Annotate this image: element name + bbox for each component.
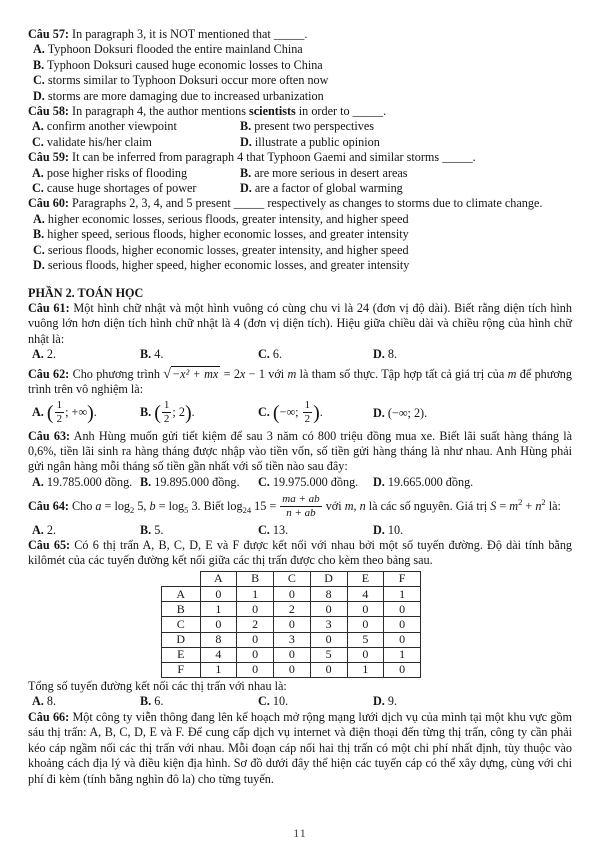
log-word: log <box>227 499 243 514</box>
table-cell: 0 <box>384 662 421 677</box>
fraction <box>55 399 65 425</box>
table-cell: 3 <box>274 632 311 647</box>
table-header-cell: C <box>274 571 311 586</box>
option-row: B. are more serious in desert areas <box>240 165 408 180</box>
option-letter: A. <box>33 42 45 57</box>
fraction <box>280 493 321 519</box>
right-paren: ) <box>184 402 192 425</box>
option-text: storms similar to Typhoon Doksuri occur more often now <box>47 73 329 88</box>
fraction-numerator: 1 <box>304 399 311 412</box>
table-cell: 0 <box>237 602 274 617</box>
question-58 <box>28 104 572 119</box>
log-base: 2 <box>130 505 135 516</box>
table-cell: 8 <box>200 632 237 647</box>
option-text: storms are more damaging due to increased urbanization <box>47 88 324 103</box>
option-text: Typhoon Doksuri caused huge economic losses to China <box>47 57 323 72</box>
table-row-label: E <box>162 647 201 662</box>
variable-n: n <box>359 499 366 514</box>
option-row: C. cause huge shortages of power <box>32 181 197 196</box>
option-row: B. 6. <box>140 694 164 709</box>
table-cell: 3 <box>310 617 347 632</box>
table-header-cell: B <box>237 571 274 586</box>
table-row-label: D <box>162 632 201 647</box>
page-number: 11 <box>293 825 307 840</box>
option-letter: C. <box>33 73 45 88</box>
option-row <box>28 89 572 104</box>
table-cell: 1 <box>237 586 274 601</box>
table-cell: 1 <box>200 662 237 677</box>
log-base: 24 <box>242 505 252 516</box>
question-label: Câu 59: <box>28 150 69 165</box>
variable-m: m <box>287 366 297 381</box>
question-label: Câu 66: <box>28 709 70 724</box>
log-base: 5 <box>184 505 189 516</box>
left-paren: ( <box>154 402 161 425</box>
question-61 <box>28 301 572 347</box>
option-row: B. ( $\frac{1}{2}$ ; 2). <box>140 399 195 425</box>
table-header-cell: D <box>310 571 347 586</box>
option-row: C. 6. <box>258 347 283 362</box>
options-four-col <box>28 475 572 490</box>
question-66 <box>28 710 572 787</box>
option-row <box>28 58 572 73</box>
table-cell: 0 <box>237 647 274 662</box>
table-cell: 0 <box>237 662 274 677</box>
table-cell: 8 <box>310 586 347 601</box>
question-intro: Paragraphs 2, 3, 4, and 5 present _____ respectively as changes to storms due to climate change. <box>72 196 543 211</box>
option-row: D. 9. <box>373 694 398 709</box>
table-cell: 1 <box>347 662 384 677</box>
table-cell: 0 <box>310 662 347 677</box>
table-cell: 1 <box>384 647 421 662</box>
option-row <box>28 42 572 57</box>
option-row: B. higher speed, serious floods, higher economic losses, and greater intensity <box>33 227 409 242</box>
table-header-cell <box>162 571 201 586</box>
option-row: A. higher economic losses, serious floods, greater intensity, and higher speed <box>33 211 409 226</box>
table-cell: 0 <box>384 602 421 617</box>
table-question: Tổng số tuyến đường kết nối các thị trấn với nhau là: <box>28 679 287 694</box>
option-row: A. ( $\frac{1}{2}$ ; +∞). <box>32 399 97 425</box>
table-cell: 0 <box>274 662 311 677</box>
option-text: Typhoon Doksuri flooded the entire mainland China <box>47 42 303 57</box>
options-two-col <box>28 119 572 150</box>
table-header-cell: E <box>347 571 384 586</box>
option-row: B. present two perspectives <box>240 119 375 134</box>
fraction-denominator: 2 <box>56 412 63 425</box>
option-row: C. 10. <box>258 694 289 709</box>
fraction-denominator: n + ab <box>286 506 316 519</box>
option-letter: D. <box>33 88 45 103</box>
table-cell: 0 <box>200 586 237 601</box>
question-label: Câu 62: <box>28 366 70 381</box>
table-cell: 0 <box>310 632 347 647</box>
question-label: Câu 63: <box>28 428 71 443</box>
variable-m: m <box>507 366 517 381</box>
table-cell: 1 <box>384 586 421 601</box>
table-cell: 0 <box>384 632 421 647</box>
option-row: C. (−∞; $\frac{1}{2}$ ). <box>258 399 323 425</box>
options-four-col <box>28 347 572 362</box>
question-intro: In paragraph 4, the author mentions scientists in order to _____. <box>72 104 387 119</box>
table-row-label: C <box>162 617 201 632</box>
variable-b: b <box>149 499 156 514</box>
option-row <box>28 73 572 88</box>
exponent: 2 <box>518 497 523 508</box>
table-cell: 0 <box>347 617 384 632</box>
fraction-numerator: ma + ab <box>282 493 320 506</box>
question-intro: It can be inferred from paragraph 4 that Typhoon Gaemi and similar storms _____. <box>72 150 476 165</box>
options-four-col <box>28 523 572 538</box>
table-cell: 1 <box>200 602 237 617</box>
radicand: −x² + mx <box>171 366 219 381</box>
variable-x: x <box>239 366 246 381</box>
fraction-denominator: 2 <box>163 412 170 425</box>
table-cell: 2 <box>274 602 311 617</box>
question-intro: In paragraph 3, it is NOT mentioned that _____. <box>72 27 308 41</box>
question-59 <box>28 150 572 165</box>
question-label: Câu 58: <box>28 104 69 119</box>
option-row: D. serious floods, higher speed, higher economic losses, and greater intensity <box>33 258 410 273</box>
variable-n: n <box>535 499 542 514</box>
table-row-label: F <box>162 662 201 677</box>
options-four-col <box>28 400 572 426</box>
question-62: Câu 62: Cho phương trình √−x² + mx = 2x − 1 với m là tham số thực. Tập hợp tất cả giá trị của m để phương trình trên vô nghiệm là: <box>28 366 572 396</box>
option-row: A. 8. <box>32 694 57 709</box>
variable-a: a <box>95 499 102 514</box>
option-row: A. pose higher risks of flooding <box>32 165 188 180</box>
option-row: B. 19.895.000 đồng. <box>140 474 240 489</box>
option-row: D. 19.665.000 đồng. <box>373 474 474 489</box>
option-row: C. validate his/her claim <box>32 134 152 149</box>
radical-sign: √ <box>163 366 171 382</box>
option-row: B. 4. <box>140 347 164 362</box>
right-paren: ) <box>87 402 94 425</box>
fraction-numerator: 1 <box>56 399 63 412</box>
fraction <box>303 399 313 425</box>
option-row: D. (−∞; 2). <box>373 405 428 420</box>
question-57 <box>28 27 572 42</box>
table-header-cell: A <box>200 571 237 586</box>
fraction-denominator: 2 <box>304 412 311 425</box>
option-row: B. 5. <box>140 522 164 537</box>
option-row: D. are a factor of global warming <box>240 181 403 196</box>
question-text: Một hình chữ nhật và một hình vuông có cùng chu vi là 24 (đơn vị độ dài). Biết rằng diện tích hình vuông lớn hơn diện tích hình chữ nhật là 4 (đơn vị diện tích). Hiệu giữa chiều dài và chiều rộng của hình chữ nhật là: <box>28 300 572 346</box>
right-paren: ) <box>313 402 320 425</box>
question-64: Câu 64: Cho $a = \log_2 5$, $b = \log_5 3$. Biết $\log_{24} 15$ = $\frac{ma + ab}{n + ab}$ với m, n là các số nguyên. Giá trị $S = m^2 + n^2$ là: <box>28 493 561 519</box>
table-cell: 0 <box>274 647 311 662</box>
table-cell: 0 <box>347 647 384 662</box>
question-text: Có 6 thị trấn A, B, C, D, E và F được kết nối với nhau bởi một số tuyến đường. Độ dài tính bằng kilômét của các tuyến đường kết nối giữa các thị trấn được cho kèm theo bảng sau. <box>28 537 573 568</box>
question-label: Câu 65: <box>28 537 71 552</box>
option-text: (−∞; 2). <box>387 405 428 420</box>
table-cell: 0 <box>310 602 347 617</box>
option-row: D. 8. <box>373 347 398 362</box>
question-label: Câu 61: <box>28 300 70 315</box>
left-paren: ( <box>46 402 54 425</box>
option-row: D. illustrate a public opinion <box>240 134 380 149</box>
question-text: Anh Hùng muốn gửi tiết kiệm để sau 3 năm có 800 triệu đồng mua xe. Biết lãi suất hàng tháng là 0,6%, tiền lãi sinh ra hàng tháng được nhập vào tiền vốn, số tiền gửi hàng tháng là như nhau. Anh Hùng phải gửi ngân hàng mỗi tháng số tiền gần nhất với số tiền nào sau đây: <box>28 428 573 474</box>
variable-m: m <box>344 499 354 514</box>
section-header: PHẦN 2. TOÁN HỌC <box>28 285 144 300</box>
option-row: C. 19.975.000 đồng. <box>258 474 359 489</box>
table-cell: 0 <box>274 586 311 601</box>
table-cell: 0 <box>274 617 311 632</box>
distance-table <box>161 571 421 678</box>
question-label: Câu 60: <box>28 196 69 211</box>
table-header-cell: F <box>384 571 421 586</box>
option-row: A. confirm another viewpoint <box>32 119 177 134</box>
fraction-numerator: 1 <box>163 399 170 412</box>
table-cell: 2 <box>237 617 274 632</box>
variable-S: S <box>490 499 497 514</box>
variable-m: m <box>509 499 519 514</box>
question-label: Câu 57: <box>28 27 69 41</box>
option-row: A. 2. <box>32 522 57 537</box>
options-four-col <box>28 694 572 709</box>
table-cell: 0 <box>237 632 274 647</box>
table-cell: 5 <box>347 632 384 647</box>
option-row: A. 19.785.000 đồng. <box>32 474 133 489</box>
question-label: Câu 64: <box>28 499 69 514</box>
table-cell: 0 <box>347 602 384 617</box>
question-63 <box>28 429 572 475</box>
exponent: 2 <box>541 497 546 508</box>
table-cell: 4 <box>200 647 237 662</box>
table-cell: 0 <box>384 617 421 632</box>
sqrt-radical <box>163 367 220 381</box>
question-60 <box>28 196 572 211</box>
question-65 <box>28 538 572 569</box>
option-row: A. 2. <box>32 347 57 362</box>
table-row-label: A <box>162 586 201 601</box>
table-row-label: B <box>162 602 201 617</box>
question-text: Một công ty viễn thông đang lên kế hoạch mở rộng mạng lưới dịch vụ của mình tại một khu vực gồm sáu thị trấn: A, B, C, D, E và F. Để cung cấp dịch vụ internet và điện thoại đến từng thị trấn, công ty cần phải kéo cáp ngầm nối các thị trấn với nhau. Mỗi đoạn cáp nối hai thị trấn có một chi phí nhất định, tùy thuộc vào khoảng cách địa lý và điều kiện địa hình. Sơ đồ dưới đây thể hiện các tuyến cáp có thể xây dựng, cùng với chi phí đi kèm (tính bằng nghìn đô la) cho từng tuyến. <box>28 709 573 786</box>
option-row: C. serious floods, higher economic losses, greater intensity, and higher speed <box>33 242 409 257</box>
option-row: D. 10. <box>373 522 404 537</box>
option-letter: B. <box>33 57 45 72</box>
options-two-col <box>28 166 572 197</box>
table-cell: 4 <box>347 586 384 601</box>
table-cell: 5 <box>310 647 347 662</box>
option-row: C. 13. <box>258 522 289 537</box>
bold-word: scientists <box>249 104 296 119</box>
table-cell: 0 <box>200 617 237 632</box>
left-paren: ( <box>272 402 280 425</box>
fraction <box>162 399 172 425</box>
